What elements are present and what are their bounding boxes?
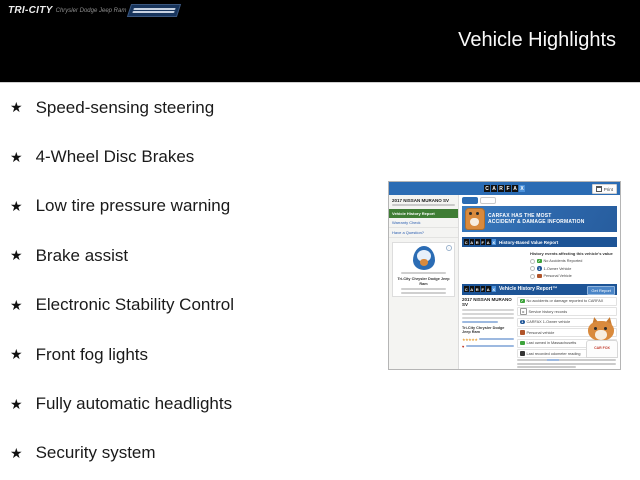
sidebar-item-question[interactable]: Have a Question?	[389, 228, 458, 238]
tab-active[interactable]	[462, 197, 478, 204]
bullet-dot	[530, 259, 535, 264]
dealer-logo[interactable]	[8, 4, 179, 17]
list-item	[10, 83, 380, 132]
star-bullet-icon: ★	[10, 296, 23, 313]
location-icon	[520, 341, 525, 346]
rating-stars-icon: ★★★★★	[462, 336, 478, 342]
bullet-dot	[530, 266, 535, 271]
fox-shirt-text: CAR FOX	[594, 346, 610, 351]
dealer-name: Tri-City Chrysler Dodge Jeep Ram	[462, 325, 505, 335]
event-label: Personal Vehicle	[543, 274, 572, 278]
carfax-shield-emblem	[413, 246, 435, 270]
row-label: Last recorded odometer reading	[526, 351, 581, 356]
disclaimer-text-line	[517, 359, 616, 361]
disclaimer-text-line	[517, 363, 616, 365]
badge-text-line	[133, 11, 176, 13]
carfax-logo-letter: A	[486, 286, 490, 292]
star-bullet-icon: ★	[10, 346, 23, 363]
list-item	[10, 330, 380, 379]
carfax-logo-letter: A	[470, 239, 474, 245]
disclaimer-link	[547, 359, 559, 361]
dealer-address-line	[401, 292, 446, 294]
list-item	[10, 281, 380, 330]
list-item	[10, 132, 380, 181]
star-bullet-icon: ★	[10, 395, 23, 412]
vin-text-line	[392, 204, 455, 206]
one-owner-icon: 1	[538, 266, 541, 271]
feature-label: Electronic Stability Control	[35, 295, 234, 315]
table-row	[517, 307, 617, 316]
dealer-reviews	[462, 344, 514, 349]
dealer-logo-tagline: Chrysler Dodge Jeep Ram	[55, 7, 127, 14]
feature-label: Speed-sensing steering	[35, 97, 215, 117]
dealer-rating	[462, 337, 514, 342]
row-label: Personal vehicle	[526, 330, 555, 335]
bullet-dot	[530, 274, 535, 279]
personal-vehicle-icon	[537, 274, 542, 279]
reviews-link-line[interactable]	[466, 345, 514, 347]
carfax-logo-letter: F	[481, 239, 484, 245]
list-item	[10, 379, 380, 428]
row-label: No accidents or damage reported to CARFAX	[526, 299, 604, 303]
rating-link-line[interactable]	[479, 338, 514, 340]
page-title: Vehicle Highlights	[458, 29, 616, 51]
fox-head-icon	[588, 321, 614, 341]
get-report-button[interactable]: Get Report	[587, 286, 615, 295]
star-bullet-icon: ★	[10, 444, 23, 461]
carfax-sidebar	[389, 195, 459, 370]
one-owner-award-box	[392, 242, 455, 297]
vehicle-link-line[interactable]	[462, 321, 498, 323]
banner-line2: ACCIDENT & DAMAGE INFORMATION	[488, 219, 585, 225]
carfax-logo-letter: R	[475, 239, 479, 245]
carfax-logo-letter: X	[520, 185, 524, 192]
list-item	[10, 231, 380, 280]
wrench-icon: ⨯	[521, 309, 525, 314]
carfax-logo-letter: A	[470, 286, 474, 292]
feature-label: 4-Wheel Disc Brakes	[35, 147, 195, 167]
carfax-logo	[484, 185, 525, 192]
report-tabs	[462, 197, 617, 204]
report-bar-title: Vehicle History Report™	[499, 286, 558, 292]
carfax-logo-letter: F	[481, 286, 484, 292]
personal-vehicle-icon	[520, 330, 525, 335]
check-icon: ✓	[520, 299, 524, 303]
fox-shirt	[586, 340, 618, 358]
star-bullet-icon: ★	[10, 197, 23, 214]
report-disclaimer	[517, 358, 616, 369]
feature-label: Security system	[35, 443, 156, 463]
value-report-bar	[462, 237, 617, 247]
printer-icon	[596, 186, 602, 192]
vehicle-history-report-bar	[462, 284, 617, 295]
vehicle-detail-line	[462, 317, 514, 319]
star-bullet-icon: ★	[10, 148, 23, 165]
list-item	[530, 266, 617, 271]
value-report-title: History-Based Value Report	[499, 239, 559, 245]
carfax-logo-letter: A	[513, 185, 517, 192]
row-label: CARFAX 1-Owner vehicle	[526, 320, 571, 324]
feature-label: Low tire pressure warning	[35, 196, 231, 216]
carfax-logo-letter: R	[499, 185, 503, 192]
carfax-logo-letter: R	[475, 286, 479, 292]
award-text-line	[401, 272, 446, 274]
carfax-report-thumbnail[interactable]	[388, 181, 621, 370]
list-item	[10, 429, 380, 478]
feature-label: Brake assist	[35, 245, 129, 265]
carfax-header-bar	[389, 182, 620, 195]
event-label: 1-Owner Vehicle	[543, 266, 572, 271]
odometer-icon	[520, 351, 525, 356]
banner-text	[488, 213, 585, 226]
carfox-avatar-icon	[465, 208, 485, 230]
dealer-logo-brand: TRI-CITY	[8, 5, 53, 16]
carfax-logo	[464, 239, 496, 245]
carfax-logo-letter: A	[492, 185, 496, 192]
check-icon: ✓	[537, 259, 541, 263]
feature-list	[10, 83, 380, 478]
star-bullet-icon: ★	[10, 247, 23, 264]
info-icon[interactable]: i	[446, 245, 452, 251]
list-item	[10, 182, 380, 231]
tab-inactive[interactable]	[480, 197, 496, 204]
history-events-title: History events affecting this vehicle's value	[530, 251, 613, 256]
carfox-mascot	[586, 317, 620, 357]
sidebar-item-history-report[interactable]: Vehicle History Report	[389, 209, 458, 218]
vehicle-detail-line	[462, 313, 514, 315]
dealer-name: Tri-City Chrysler Dodge Jeep Ram	[397, 277, 450, 286]
carfax-logo-letter: C	[485, 185, 489, 192]
carfax-body	[389, 195, 620, 370]
report-vehicle-info	[462, 297, 514, 360]
carfax-logo-letter: X	[492, 286, 496, 292]
one-owner-icon: 1	[521, 320, 524, 324]
list-item	[530, 259, 617, 264]
carfax-logo-letter: C	[464, 239, 468, 245]
sidebar-item-warranty-check[interactable]: Warranty Check	[389, 218, 458, 228]
vehicle-title: 2017 NISSAN MURANO SV	[392, 198, 450, 203]
feature-label: Front fog lights	[35, 344, 149, 364]
carfax-logo	[464, 286, 496, 292]
feature-label: Fully automatic headlights	[35, 394, 233, 414]
vehicle-title: 2017 NISSAN MURANO SV	[462, 296, 512, 307]
row-label: Last owned in Massachusetts	[526, 341, 577, 345]
heart-icon: ♥	[462, 343, 465, 349]
carfax-logo-letter: C	[464, 286, 468, 292]
banner-line1: CARFAX HAS THE MOST	[488, 212, 552, 219]
carfax-logo-letter: F	[506, 185, 510, 192]
history-events	[530, 251, 617, 279]
print-button[interactable]	[592, 184, 617, 194]
star-bullet-icon: ★	[10, 99, 23, 116]
accident-info-banner	[462, 206, 617, 232]
table-row	[517, 297, 617, 306]
carfax-logo-letter: X	[492, 239, 496, 245]
dealer-address-line	[401, 288, 446, 290]
page-header	[0, 0, 640, 83]
list-item	[530, 274, 617, 279]
event-label: No Accidents Reported	[543, 259, 583, 263]
carfax-logo-letter: A	[486, 239, 490, 245]
row-label: Service history records	[528, 309, 568, 314]
carfax-main	[459, 195, 620, 370]
badge-text-line	[133, 8, 176, 10]
dealer-logo-badge	[127, 4, 181, 17]
vehicle-detail-line	[462, 309, 514, 311]
print-label: Print	[603, 186, 613, 192]
disclaimer-text-line	[517, 366, 576, 368]
